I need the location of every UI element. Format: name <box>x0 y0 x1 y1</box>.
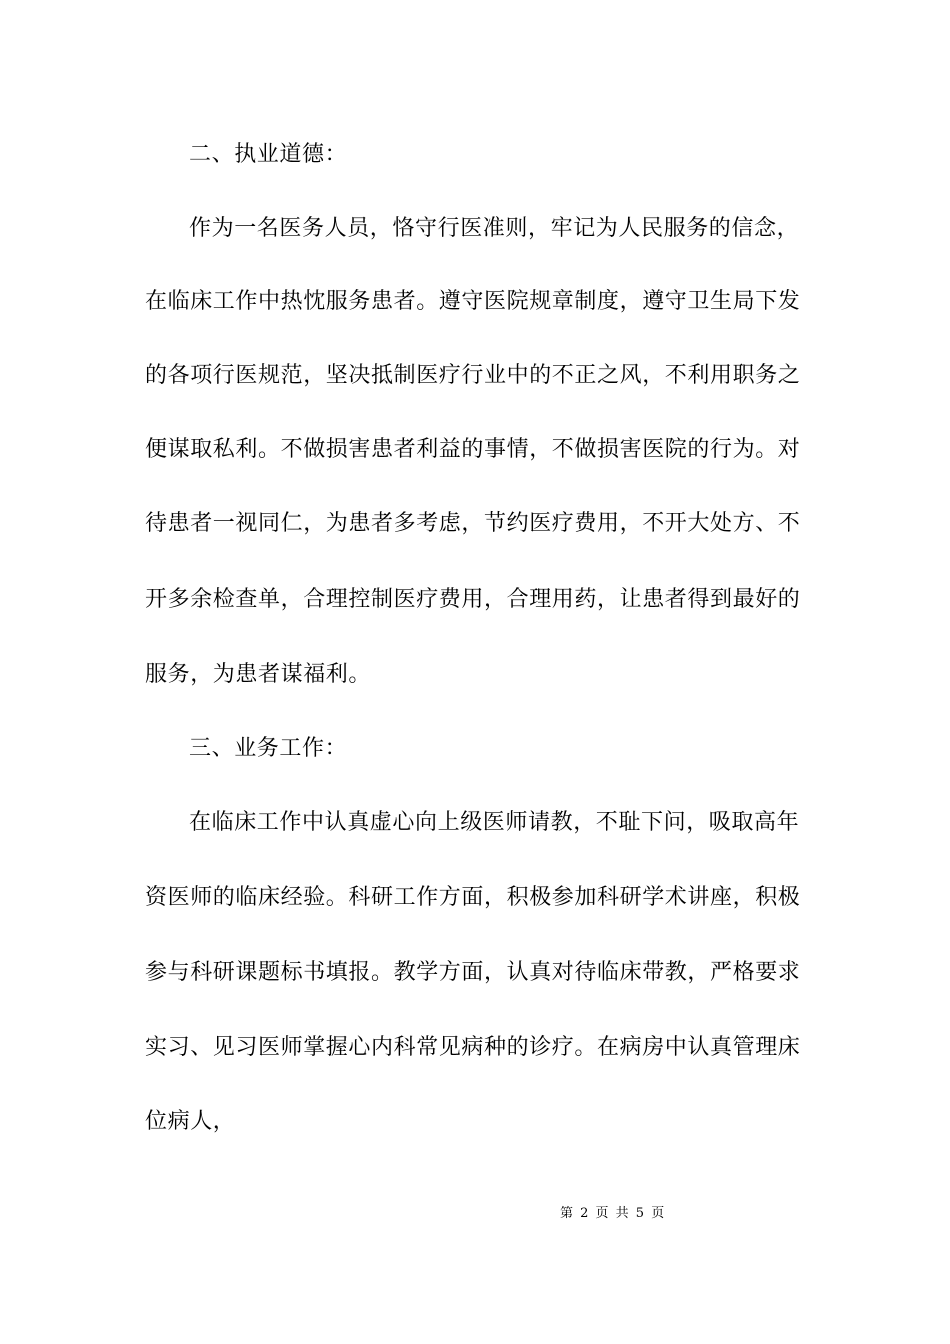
paragraph-line: 便谋取私利。不做损害患者利益的事情，不做损害医院的行为。对 <box>145 437 801 462</box>
section-heading-ethics: 二、执业道德： <box>189 142 348 167</box>
paragraph-line: 开多余检查单，合理控制医疗费用，合理用药，让患者得到最好的 <box>145 587 801 612</box>
paragraph-line: 在临床工作中热忱服务患者。遵守医院规章制度，遵守卫生局下发 <box>145 289 801 314</box>
paragraph-line: 资医师的临床经验。科研工作方面，积极参加科研学术讲座，积极 <box>145 885 801 910</box>
paragraph-line: 在临床工作中认真虚心向上级医师请教，不耻下问，吸取高年 <box>189 810 800 835</box>
paragraph-line: 实习、见习医师掌握心内科常见病种的诊疗。在病房中认真管理床 <box>145 1035 801 1060</box>
page-number-footer: 第 2 页 共 5 页 <box>560 1206 665 1221</box>
paragraph-line: 服务，为患者谋福利。 <box>145 662 372 687</box>
section-heading-business: 三、业务工作： <box>189 736 348 761</box>
paragraph-line: 的各项行医规范，坚决抵制医疗行业中的不正之风，不利用职务之 <box>145 363 801 388</box>
paragraph-line: 参与科研课题标书填报。教学方面，认真对待临床带教，严格要求 <box>145 960 801 985</box>
paragraph-line: 作为一名医务人员，恪守行医准则，牢记为人民服务的信念， <box>189 216 800 241</box>
paragraph-line: 待患者一视同仁，为患者多考虑，节约医疗费用，不开大处方、不 <box>145 511 801 536</box>
paragraph-line: 位病人， <box>145 1109 236 1134</box>
